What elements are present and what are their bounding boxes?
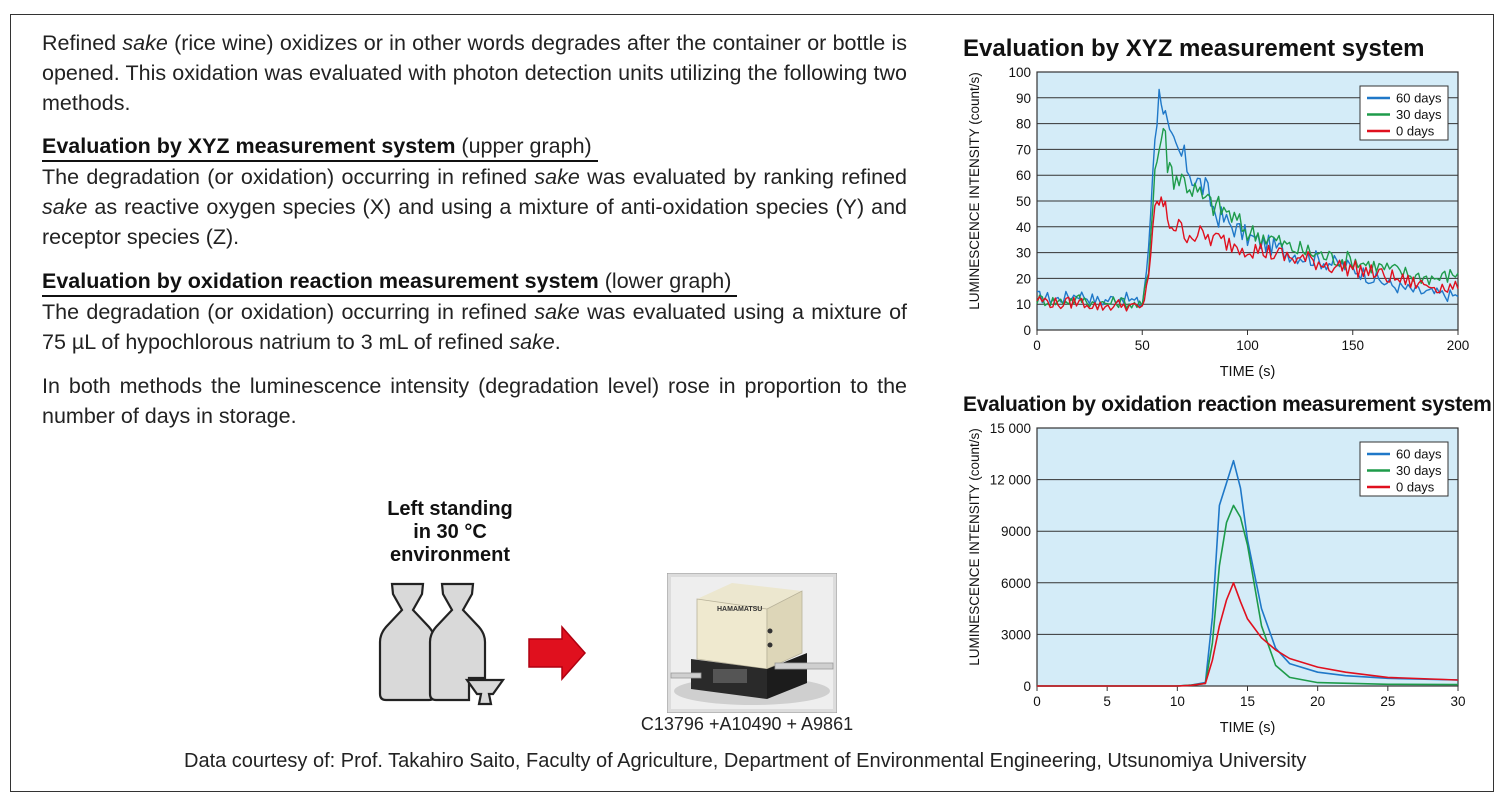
y-tick-label: 100 (1008, 65, 1031, 80)
sake-bottles-icon (375, 582, 515, 710)
x-tick-label: 15 (1239, 694, 1256, 709)
section-heading-xyz: Evaluation by XYZ measurement system (upper graph) (42, 132, 598, 162)
y-tick-label: 9000 (1000, 524, 1031, 540)
chart-oxidation (955, 418, 1475, 748)
detector-device-image (667, 573, 837, 713)
y-tick-label: 40 (1015, 219, 1031, 235)
y-tick-label: 0 (1023, 679, 1031, 694)
x-tick-label: 150 (1341, 338, 1365, 353)
y-tick-label: 70 (1015, 142, 1031, 158)
legend-label: 0 days (1396, 123, 1435, 139)
x-tick-label: 0 (1033, 694, 1041, 709)
x-tick-label: 50 (1134, 338, 1150, 353)
x-tick-label: 10 (1169, 694, 1185, 709)
section-heading-oxidation: Evaluation by oxidation reaction measurement system (lower graph) (42, 267, 737, 297)
x-tick-label: 30 (1450, 694, 1466, 709)
y-tick-label: 12 000 (989, 472, 1031, 488)
right-arrow-icon (526, 625, 588, 681)
device-brand-label: HAMAMATSU (717, 606, 763, 613)
legend-label: 60 days (1396, 446, 1442, 462)
legend-label: 0 days (1396, 479, 1435, 495)
intro-paragraph: Refined sake (rice wine) oxidizes or in other words degrades after the container or bottle is opened. This oxidation was evaluated with photon detection units utilizing the following two methods. (42, 31, 907, 115)
legend-label: 30 days (1396, 107, 1442, 122)
x-tick-label: 100 (1236, 338, 1259, 353)
standing-label: Left standing in 30 °C environment (387, 498, 513, 566)
y-tick-label: 80 (1015, 116, 1031, 132)
credit-line: Data courtesy of: Prof. Takahiro Saito, Faculty of Agriculture, Department of Environmental Engineering, Utsunomiya University (184, 750, 1307, 772)
legend-label: 60 days (1396, 90, 1442, 106)
x-tick-label: 20 (1310, 694, 1326, 709)
y-axis-label: LUMINESCENCE INTENSITY (count/s) (967, 72, 982, 310)
chart2-title: Evaluation by oxidation reaction measurement system (963, 393, 1492, 416)
legend-label: 30 days (1396, 463, 1442, 478)
y-tick-label: 30 (1015, 245, 1031, 261)
y-tick-label: 6000 (1000, 575, 1031, 591)
conclusion-paragraph: In both methods the luminescence intensity (degradation level) rose in proportion to the number of days in storage. (42, 374, 907, 428)
x-tick-label: 25 (1380, 694, 1396, 709)
section-text-oxidation: The degradation (or oxidation) occurring in refined sake was evaluated using a mixture of 75 µL of hypochlorous natrium to 3 mL of refined sake. (42, 300, 908, 354)
y-tick-label: 3000 (1000, 627, 1031, 643)
section-text-xyz: The degradation (or oxidation) occurring in refined sake was evaluated by ranking refined sake as reactive oxygen species (X) and using a mixture of anti-oxidation species (Y) and receptor species (Z). (42, 165, 907, 249)
x-tick-label: 200 (1446, 338, 1470, 353)
x-tick-label: 0 (1033, 338, 1041, 353)
x-tick-label: 5 (1103, 694, 1111, 709)
y-axis-label: LUMINESCENCE INTENSITY (count/s) (967, 428, 982, 666)
y-tick-label: 10 (1015, 297, 1031, 313)
y-tick-label: 90 (1015, 90, 1031, 106)
y-tick-label: 15 000 (989, 421, 1031, 436)
y-tick-label: 60 (1015, 168, 1031, 184)
y-tick-label: 0 (1023, 323, 1031, 338)
device-caption: C13796 +A10490 + A9861 (640, 714, 854, 734)
y-tick-label: 50 (1015, 194, 1031, 209)
x-axis-label: TIME (s) (1219, 720, 1276, 736)
chart1-title: Evaluation by XYZ measurement system (963, 35, 1425, 62)
chart-xyz (955, 62, 1475, 392)
x-axis-label: TIME (s) (1219, 364, 1276, 380)
y-tick-label: 20 (1015, 271, 1031, 287)
